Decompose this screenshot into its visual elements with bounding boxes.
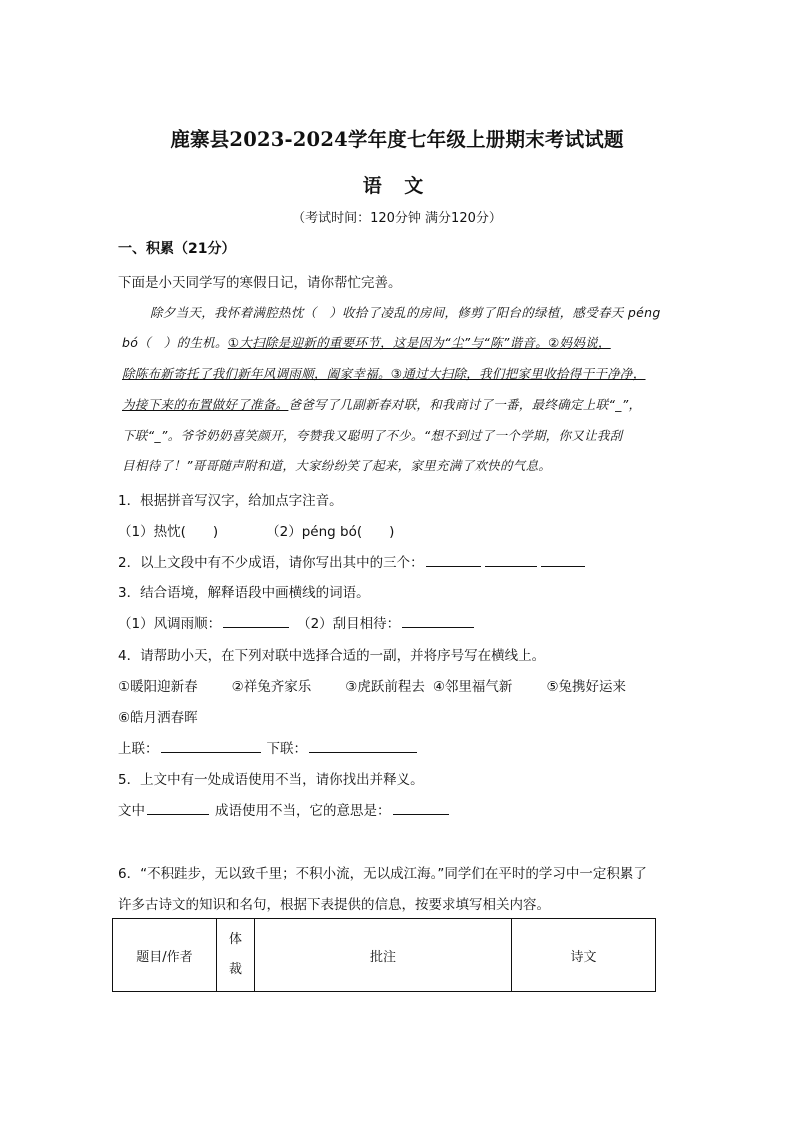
question-6-line-1: 6．“不积跬步，无以致千里；不积小流，无以成江海。”同学们在平时的学习中一定积累了: [118, 866, 647, 882]
exam-info: （考试时间：120分钟 满分120分）: [292, 211, 502, 226]
answer-blank[interactable]: [485, 552, 537, 567]
couplet-option: ②祥兔齐家乐: [231, 679, 312, 695]
table-header-genre: [217, 919, 255, 992]
couplet-option: ③虎跃前程去: [345, 679, 425, 695]
table-header-annotation: 批注: [255, 919, 512, 992]
question-3: 3．结合语境，解释语段中画横线的词语。: [118, 585, 370, 601]
underlined-text: 为接下来的布置做好了准备。: [122, 397, 289, 412]
lower-couplet-label: 下联：: [266, 741, 307, 757]
question-5-answer: [118, 799, 451, 819]
answer-1-1: （1）热忱( ): [118, 524, 219, 540]
poetry-table: [112, 918, 656, 992]
subject-title: 语 文: [362, 175, 432, 197]
answer-blank[interactable]: [147, 800, 209, 815]
question-2-text: 2．以上文段中有不少成语，请你写出其中的三个：: [118, 555, 424, 571]
underlined-text: ①大扫除是迎新的重要环节，这是因为“尘”与“陈”谐音。②妈妈说，: [227, 335, 611, 350]
answer-5-text: 成语使用不当，它的意思是：: [215, 803, 391, 819]
diary-line-4: [122, 395, 641, 413]
table-header-title-author: 题目/作者: [113, 919, 217, 992]
answer-1-2: （2）péng bó( ): [266, 524, 395, 540]
couplet-answer-row: [118, 737, 419, 757]
genre-char-top: 体: [228, 932, 242, 947]
answer-blank[interactable]: [309, 738, 417, 753]
answer-5-prefix: 文中: [118, 803, 145, 819]
section-intro: 下面是小天同学写的寒假日记，请你帮忙完善。: [118, 275, 402, 291]
answer-blank[interactable]: [402, 613, 474, 628]
diary-text: 爸爸写了几副新春对联，和我商讨了一番，最终确定上联“_”，: [288, 397, 642, 412]
diary-line-6: 目相待了！”哥哥随声附和道，大家纷纷笑了起来，家里充满了欢快的气息。: [122, 458, 552, 473]
question-1-answers: [118, 520, 394, 540]
diary-line-1: 除夕当天，我怀着满腔热忱（ ）收拾了凌乱的房间，修剪了阳台的绿植，感受春天 péng: [150, 305, 661, 320]
diary-text: bó（ ）的生机。: [122, 335, 228, 350]
couplet-option: ①暖阳迎新春: [118, 679, 198, 695]
question-6-line-2: 许多古诗文的知识和名句，根据下表提供的信息，按要求填写相关内容。: [118, 897, 550, 913]
diary-line-5: 下联“_”。爷爷奶奶喜笑颜开，夸赞我又聪明了不少。“想不到过了一个学期，你又让我刮: [122, 428, 623, 443]
question-4: 4．请帮助小天，在下列对联中选择合适的一副，并将序号写在横线上。: [118, 648, 546, 664]
question-5: 5．上文中有一处成语使用不当，请你找出并释义。: [118, 772, 424, 788]
couplet-option: ④邻里福气新: [432, 679, 513, 695]
answer-blank[interactable]: [393, 800, 449, 815]
couplet-option: ⑥皓月洒春晖: [118, 710, 198, 726]
table-header-poem: 诗文: [512, 919, 656, 992]
genre-char-bottom: 裁: [228, 962, 242, 977]
page-title: 鹿寨县2023-2024学年度七年级上册期末考试试题: [170, 128, 624, 151]
diary-line-2: [122, 333, 611, 351]
answer-blank[interactable]: [161, 738, 261, 753]
couplet-options-row: [118, 675, 626, 695]
table-header-row: [113, 919, 656, 992]
answer-3-1-label: （1）风调雨顺：: [118, 616, 222, 632]
question-3-answers: [118, 612, 476, 632]
answer-blank[interactable]: [223, 613, 289, 628]
diary-line-3: 除陈布新寄托了我们新年风调雨顺，阖家幸福。③通过大扫除，我们把家里收拾得干干净净，: [122, 366, 646, 381]
question-2: [118, 551, 587, 571]
answer-blank[interactable]: [426, 552, 481, 567]
upper-couplet-label: 上联：: [118, 741, 159, 757]
answer-3-2-label: （2）刮目相待：: [297, 616, 401, 632]
question-1: 1．根据拼音写汉字，给加点字注音。: [118, 493, 343, 509]
couplet-option: ⑤兔携好运来: [546, 679, 627, 695]
answer-blank[interactable]: [541, 552, 585, 567]
section-heading: 一、积累（21分）: [118, 241, 236, 257]
